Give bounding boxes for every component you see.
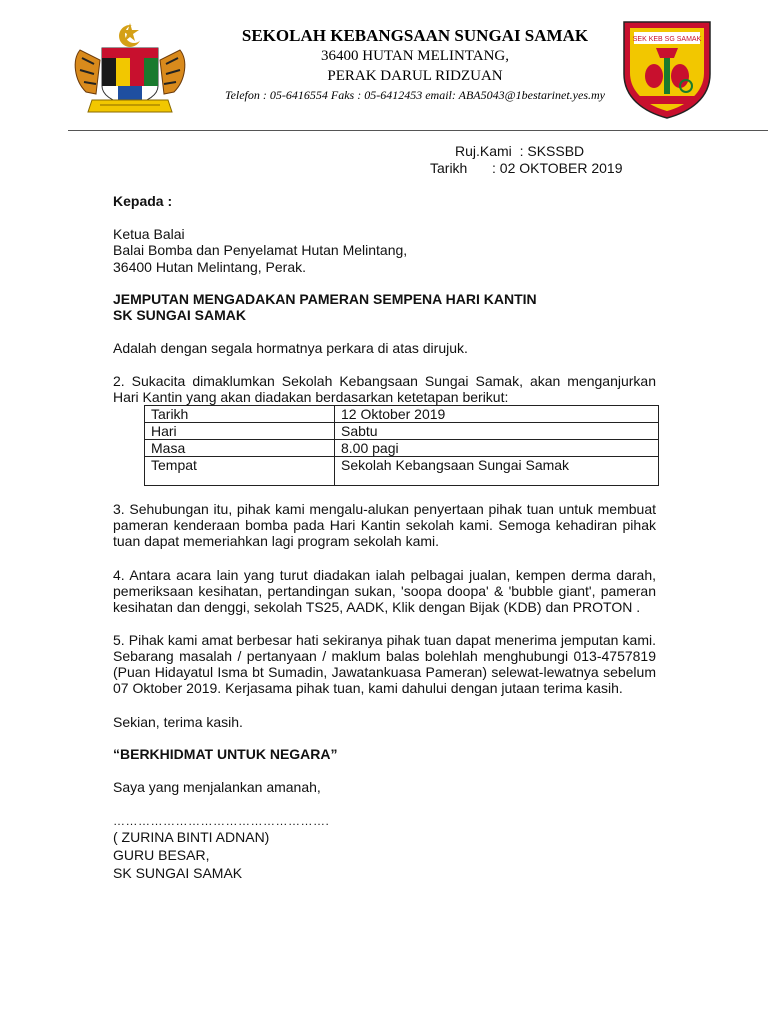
signoff-intro: Saya yang menjalankan amanah, bbox=[113, 779, 321, 795]
table-label: Masa bbox=[145, 440, 335, 457]
paragraph-2-line2: Hari Kantin yang akan diadakan berdasarkan ketetapan berikut: bbox=[113, 389, 509, 405]
motto: “BERKHIDMAT UNTUK NEGARA” bbox=[113, 746, 338, 762]
table-value: 8.00 pagi bbox=[335, 440, 659, 457]
recipient-line3: 36400 Hutan Melintang, Perak. bbox=[113, 259, 307, 275]
table-label: Tarikh bbox=[145, 406, 335, 423]
paragraph-1: Adalah dengan segala hormatnya perkara di atas dirujuk. bbox=[113, 340, 468, 356]
ruj-label: Ruj.Kami bbox=[455, 143, 512, 159]
school-badge-logo bbox=[620, 18, 714, 120]
reference-tarikh bbox=[430, 160, 622, 176]
signature-dots: ……………………………………………. bbox=[113, 814, 330, 828]
recipient-line2: Balai Bomba dan Penyelamat Hutan Melintang, bbox=[113, 242, 408, 258]
reference-ruj bbox=[455, 143, 584, 159]
signatory-title: GURU BESAR, bbox=[113, 847, 210, 863]
school-address-line1: 36400 HUTAN MELINTANG, bbox=[321, 48, 509, 64]
tarikh-label: Tarikh bbox=[430, 160, 468, 176]
table-label: Hari bbox=[145, 423, 335, 440]
paragraph-3: 3. Sehubungan itu, pihak kami mengalu-alukan penyertaan pihak tuan untuk membuat pameran kenderaan bomba pada Hari Kantin sekolah kami. Semoga kehadiran pihak tuan dapat memeriahkan lagi program sekolah kami. bbox=[113, 501, 656, 549]
subject-line2: SK SUNGAI SAMAK bbox=[113, 307, 247, 323]
table-value: Sabtu bbox=[335, 423, 659, 440]
svg-text:SEK KEB SG SAMAK: SEK KEB SG SAMAK bbox=[632, 36, 702, 43]
subject-line1: JEMPUTAN MENGADAKAN PAMERAN SEMPENA HARI KANTIN bbox=[113, 291, 537, 307]
school-name: SEKOLAH KEBANGSAAN SUNGAI SAMAK bbox=[241, 26, 589, 45]
table-row bbox=[145, 423, 659, 440]
coat-of-arms-logo bbox=[66, 20, 194, 118]
signatory-school: SK SUNGAI SAMAK bbox=[113, 865, 243, 881]
paragraph-4: 4. Antara acara lain yang turut diadakan ialah pelbagai jualan, kempen derma darah, pemeriksaan kesihatan, pertandingan sukan, 'soopa doopa' & 'bubble giant', pameran kesihatan dan denggi, sekolah TS25, AADK, Klik dengan Bijak (KDB) dan PROTON . bbox=[113, 567, 656, 615]
paragraph-5: 5. Pihak kami amat berbesar hati sekiranya pihak tuan dapat menerima jemputan kami. Sebarang masalah / pertanyaan / maklum balas bolehlah menghubungi 013-4757819 (Puan Hidayatul Isma bt Sumadin, Jawatankuasa Pameran) selewat-lewatnya sebelum 07 Oktober 2019. Kerjasama pihak tuan, kami dahului dengan jutaan terima kasih. bbox=[113, 632, 656, 696]
recipient-line1: Ketua Balai bbox=[113, 226, 185, 242]
event-details-table bbox=[144, 405, 659, 486]
paragraph-2-line1: 2. Sukacita dimaklumkan Sekolah Kebangsaan Sungai Samak, akan menganjurkan bbox=[113, 373, 656, 389]
closing-line: Sekian, terima kasih. bbox=[113, 714, 243, 730]
tarikh-value: : 02 OKTOBER 2019 bbox=[492, 160, 623, 176]
ruj-value: : SKSSBD bbox=[519, 143, 585, 159]
table-row bbox=[145, 440, 659, 457]
table-value: 12 Oktober 2019 bbox=[335, 406, 659, 423]
header-divider bbox=[68, 130, 768, 131]
table-label: Tempat bbox=[145, 457, 335, 486]
signatory-name: ( ZURINA BINTI ADNAN) bbox=[113, 829, 270, 845]
table-row bbox=[145, 406, 659, 423]
table-value: Sekolah Kebangsaan Sungai Samak bbox=[335, 457, 659, 486]
school-address-line2: PERAK DARUL RIDZUAN bbox=[327, 68, 503, 84]
kepada-label: Kepada : bbox=[113, 193, 173, 209]
school-contact-line: Telefon : 05-6416554 Faks : 05-6412453 email: ABA5043@1bestarinet.yes.my bbox=[225, 88, 605, 102]
table-row bbox=[145, 457, 659, 486]
